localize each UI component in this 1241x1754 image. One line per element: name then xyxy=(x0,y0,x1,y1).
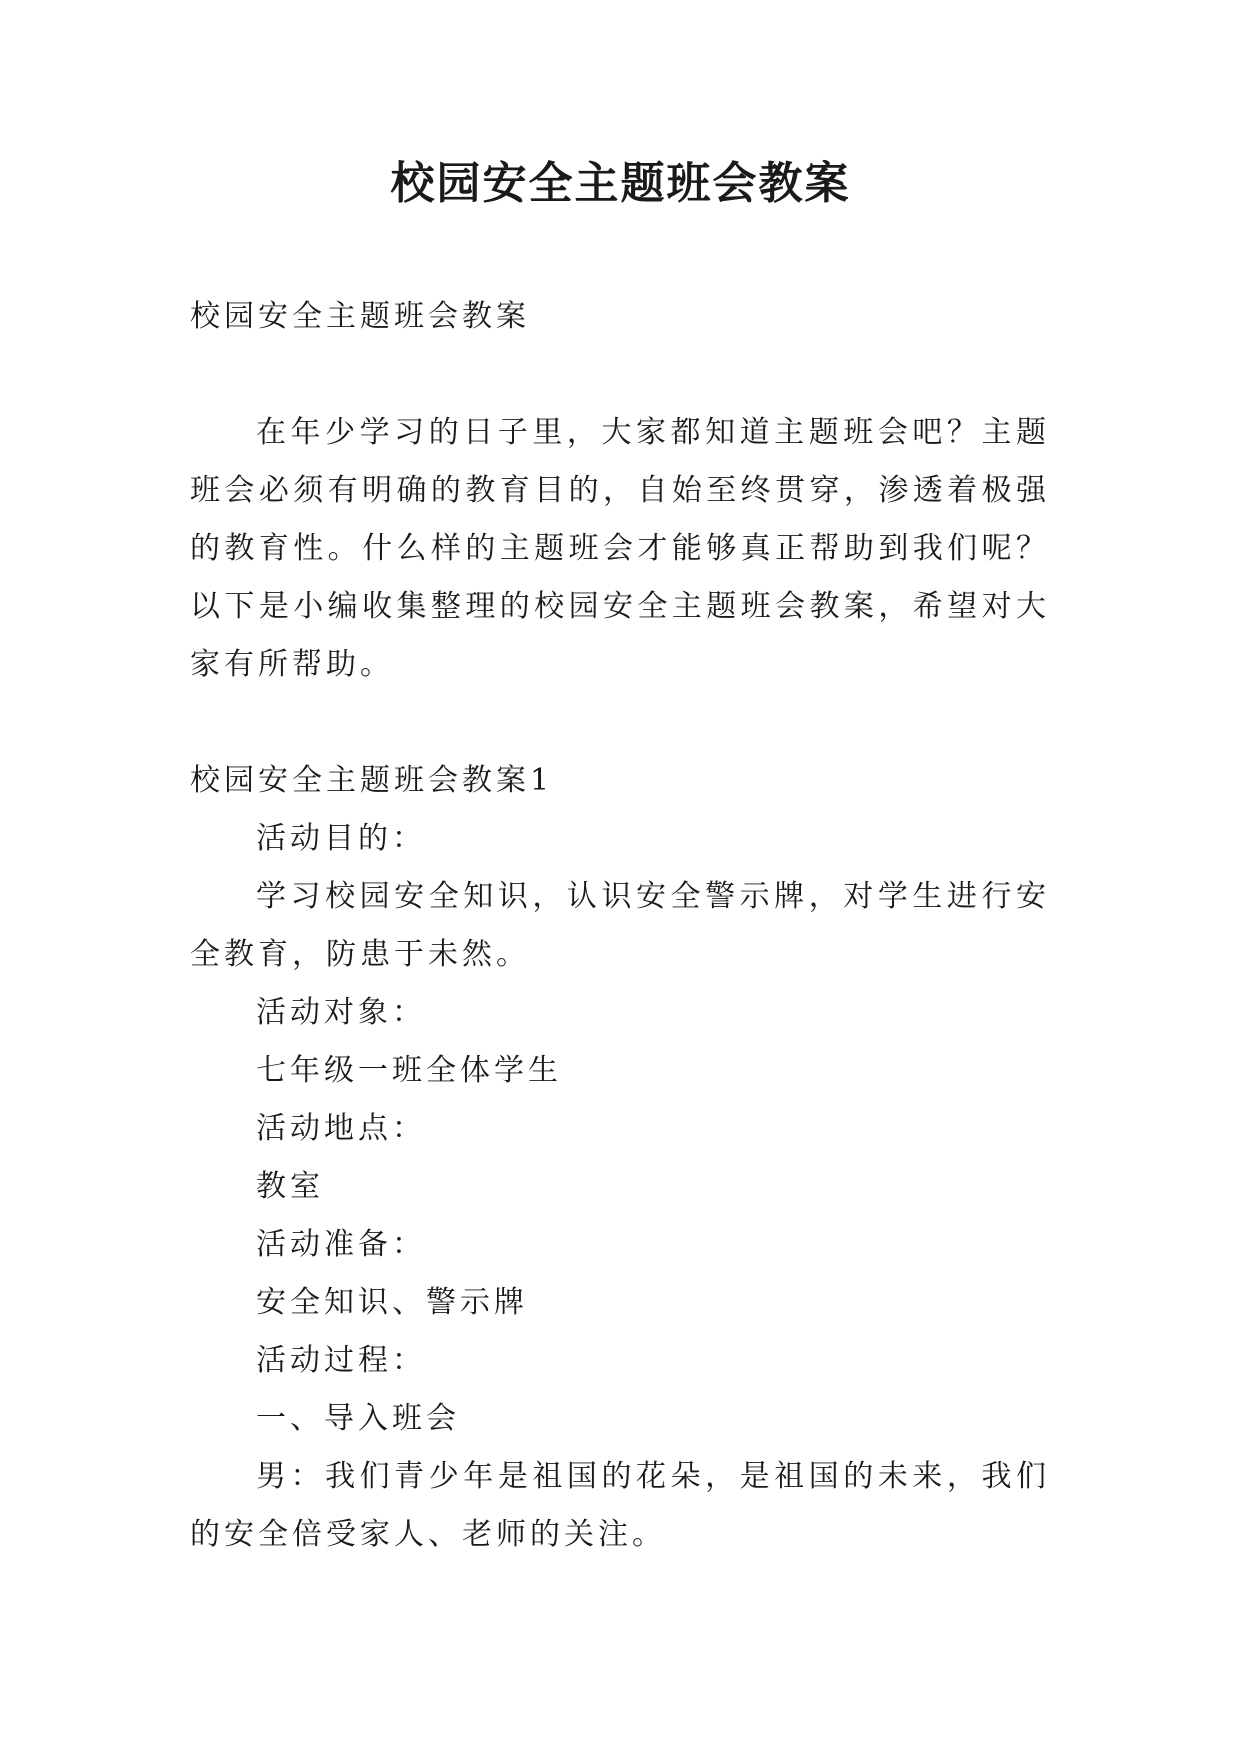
section-heading: 校园安全主题班会教案1 xyxy=(190,763,554,798)
activity-target-label: 活动对象： xyxy=(256,995,426,1030)
activity-target-text: 七年级一班全体学生 xyxy=(256,1053,562,1088)
activity-preparation-label: 活动准备： xyxy=(256,1227,426,1262)
intro-paragraph: 在年少学习的日子里，大家都知道主题班会吧？主题班会必须有明确的教育目的，自始至终贯穿，渗透着极强的教育性。什么样的主题班会才能够真正帮助到我们呢？以下是小编收集整理的校园安全主题班会教案，希望对大家有所帮助。 xyxy=(190,415,1050,682)
activity-purpose-text: 学习校园安全知识，认识安全警示牌，对学生进行安全教育，防患于未然。 xyxy=(190,879,1050,972)
activity-location-text: 教室 xyxy=(256,1169,324,1204)
document-body xyxy=(190,288,1050,1564)
document-title: 校园安全主题班会教案 xyxy=(390,158,851,209)
activity-purpose-label: 活动目的： xyxy=(256,821,426,856)
dialogue-paragraph: 男：我们青少年是祖国的花朵，是祖国的未来，我们的安全倍受家人、老师的关注。 xyxy=(190,1459,1050,1552)
activity-location-label: 活动地点： xyxy=(256,1111,426,1146)
step-one-heading: 一、导入班会 xyxy=(256,1401,460,1436)
document-subtitle: 校园安全主题班会教案 xyxy=(190,299,530,334)
activity-process-label: 活动过程： xyxy=(256,1343,426,1378)
activity-preparation-text: 安全知识、警示牌 xyxy=(256,1285,528,1320)
